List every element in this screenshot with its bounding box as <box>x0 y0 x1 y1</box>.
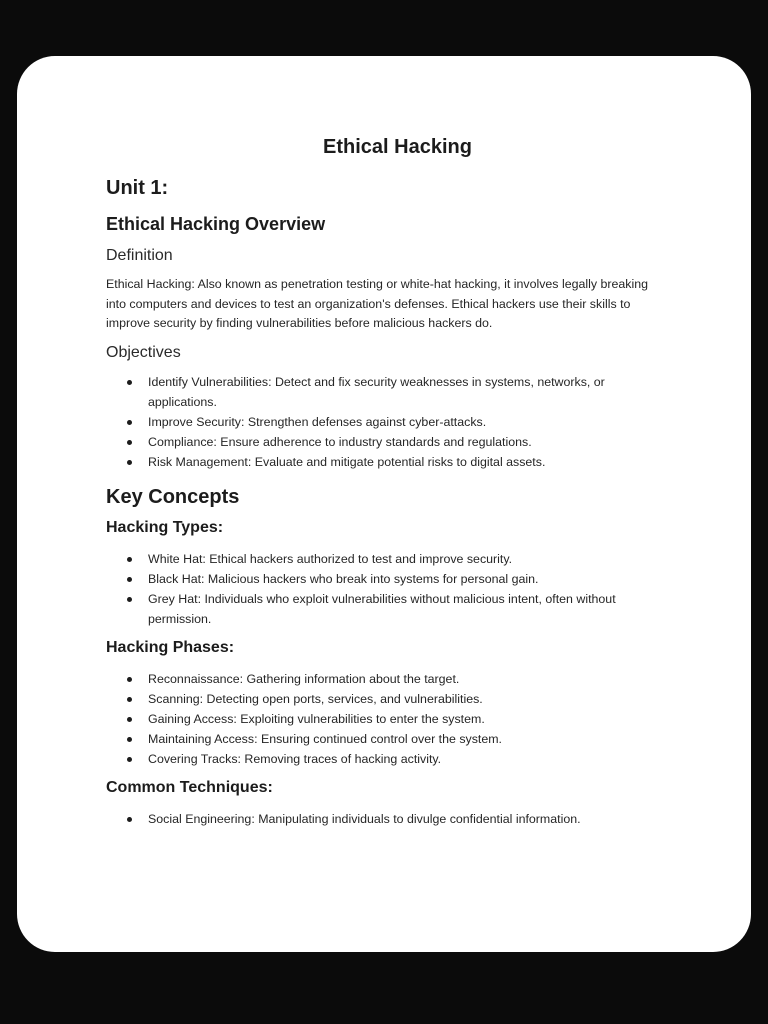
bullet-icon <box>127 460 132 465</box>
bullet-icon <box>127 757 132 762</box>
bullet-icon <box>127 557 132 562</box>
list-item-text: White Hat: Ethical hackers authorized to test and improve security. <box>148 551 513 566</box>
definition-paragraph: Ethical Hacking: Also known as penetration testing or white-hat hacking, it involves legally breaking into computers and devices to test an organization's defenses. Ethical hackers use their skills to improve security by finding vulnerabilities before malicious hackers do. <box>106 277 649 330</box>
bullet-icon <box>127 737 132 742</box>
list-item-text: Social Engineering: Manipulating individuals to divulge confidential information. <box>148 811 581 826</box>
list-item <box>127 709 663 729</box>
bullet-icon <box>127 677 132 682</box>
list-item <box>127 372 663 412</box>
list-item <box>127 452 663 472</box>
bullet-icon <box>127 817 132 822</box>
list-item <box>127 749 663 769</box>
common-techniques-heading: Common Techniques: <box>106 778 273 796</box>
document-card <box>17 56 751 952</box>
hacking-types-list <box>106 549 663 629</box>
list-item <box>127 689 663 709</box>
list-item-text: Grey Hat: Individuals who exploit vulnerabilities without malicious intent, often without permission. <box>148 591 616 626</box>
bullet-icon <box>127 420 132 425</box>
key-concepts-heading: Key Concepts <box>106 485 240 508</box>
list-item <box>127 729 663 749</box>
common-techniques-list <box>106 809 663 829</box>
hacking-phases-list <box>106 669 663 769</box>
spacer <box>106 769 663 779</box>
list-item-text: Improve Security: Strengthen defenses against cyber-attacks. <box>148 414 487 429</box>
hacking-types-heading: Hacking Types: <box>106 518 224 536</box>
list-item-text: Compliance: Ensure adherence to industry standards and regulations. <box>148 434 532 449</box>
list-item-text: Risk Management: Evaluate and mitigate potential risks to digital assets. <box>148 454 546 469</box>
overview-heading: Ethical Hacking Overview <box>106 214 326 234</box>
objectives-heading: Objectives <box>106 343 181 361</box>
objectives-list <box>106 372 663 472</box>
list-item-text: Black Hat: Malicious hackers who break into systems for personal gain. <box>148 571 539 586</box>
list-item <box>127 549 663 569</box>
list-item <box>127 569 663 589</box>
list-item <box>127 589 663 629</box>
list-item <box>127 669 663 689</box>
bullet-icon <box>127 697 132 702</box>
bullet-icon <box>127 597 132 602</box>
list-item <box>127 432 663 452</box>
list-item <box>127 412 663 432</box>
document-title: Ethical Hacking <box>323 136 472 158</box>
spacer <box>106 629 663 639</box>
unit-heading: Unit 1: <box>106 177 169 199</box>
list-item-text: Gaining Access: Exploiting vulnerabilities to enter the system. <box>148 711 485 726</box>
bullet-icon <box>127 717 132 722</box>
list-item <box>127 809 663 829</box>
definition-heading: Definition <box>106 247 173 264</box>
hacking-phases-heading: Hacking Phases: <box>106 638 235 656</box>
list-item-text: Scanning: Detecting open ports, services, and vulnerabilities. <box>148 691 483 706</box>
list-item-text: Maintaining Access: Ensuring continued control over the system. <box>148 731 503 746</box>
bullet-icon <box>127 577 132 582</box>
bullet-icon <box>127 380 132 385</box>
bullet-icon <box>127 440 132 445</box>
list-item-text: Identify Vulnerabilities: Detect and fix security weaknesses in systems, networks, or applications. <box>148 374 605 409</box>
list-item-text: Covering Tracks: Removing traces of hacking activity. <box>148 751 442 766</box>
list-item-text: Reconnaissance: Gathering information about the target. <box>148 671 460 686</box>
